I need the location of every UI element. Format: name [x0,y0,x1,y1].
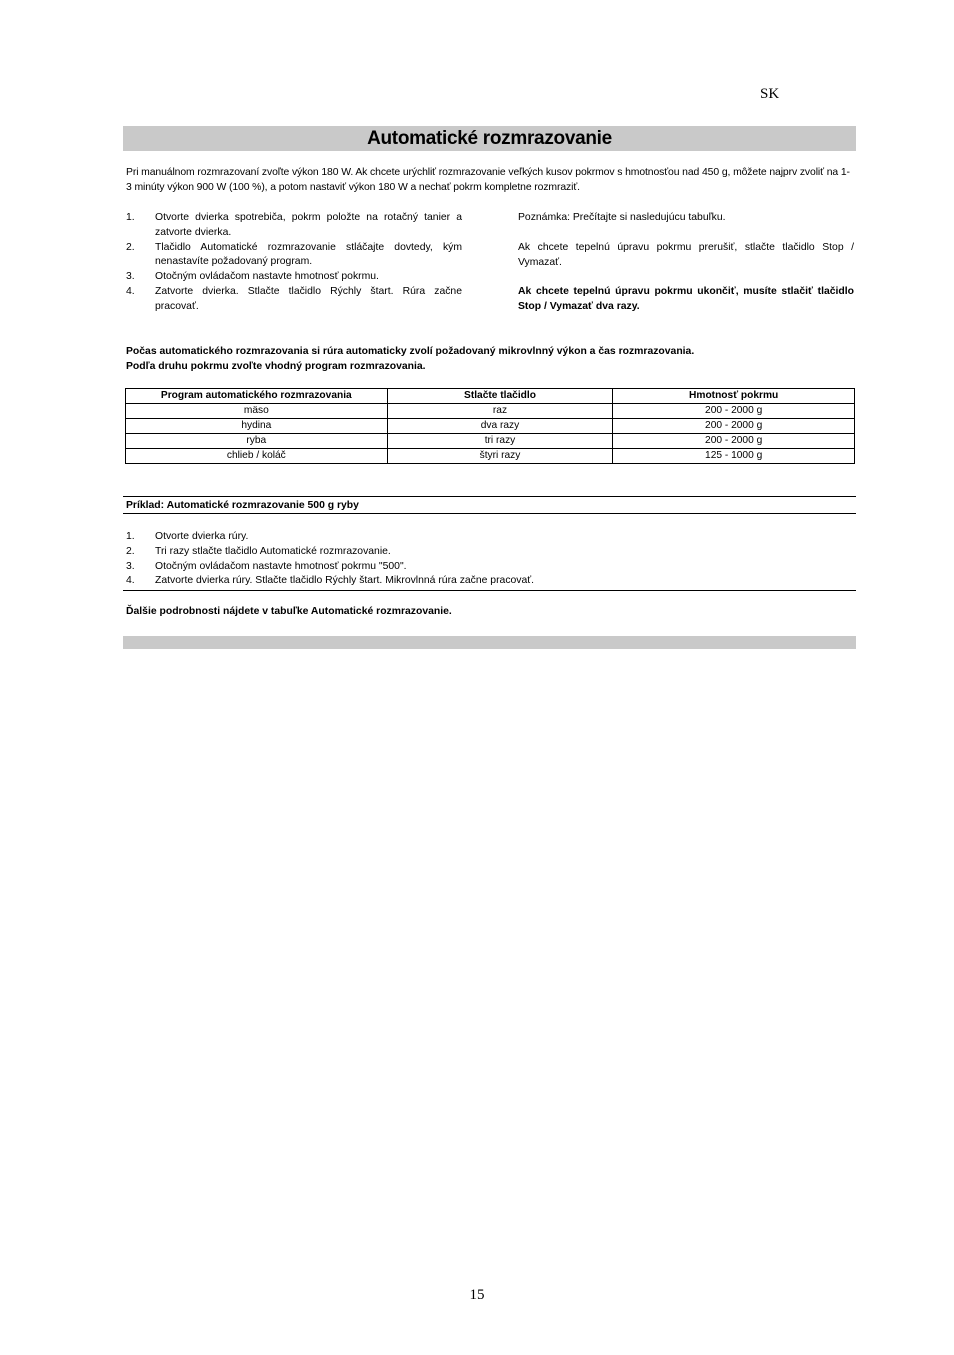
step-text: Zatvorte dvierka. Stlačte tlačidlo Rýchly štart. Rúra začne pracovať. [155,285,462,312]
table-row [126,419,855,434]
table-header-row [126,389,855,404]
step-number: 4. [126,575,135,587]
bottom-divider-bar [123,636,856,649]
more-info-note: Ďalšie podrobnosti nájdete v tabuľke Automatické rozmrazovanie. [126,606,452,617]
step-number: 3. [126,271,135,283]
table-cell: tri razy [387,434,613,449]
table-cell: 200 - 2000 g [613,419,855,434]
note-read-table: Poznámka: Prečítajte si nasledujúcu tabuľku. [518,212,726,223]
info-line: Počas automatického rozmrazovania si rúra automaticky zvolí požadovaný mikrovlnný výkon a čas rozmrazovania. [126,346,695,357]
note-finish: Ak chcete tepelnú úpravu pokrmu ukončiť, musíte stlačiť tlačidlo Stop / Vymazať dva razy. [518,286,854,313]
page-title: Automatické rozmrazovanie [123,126,856,151]
step-text: Tri razy stlačte tlačidlo Automatické rozmrazovanie. [155,545,391,557]
step-text: Otočným ovládačom nastavte hmotnosť pokrmu "500". [155,560,407,572]
table-cell: dva razy [387,419,613,434]
table-cell: 200 - 2000 g [613,404,855,419]
table-cell: 125 - 1000 g [613,449,855,464]
step-number: 4. [126,285,135,297]
language-code: SK [760,86,780,102]
step-number: 3. [126,560,135,572]
step-item [126,211,462,241]
step-text: Zatvorte dvierka rúry. Stlačte tlačidlo Rýchly štart. Mikrovlnná rúra začne pracovať. [155,575,535,587]
table-row [126,434,855,449]
example-step [126,530,854,545]
steps-list [126,211,462,315]
step-number: 1. [126,531,135,542]
column-header: Program automatického rozmrazovania [126,389,388,404]
defrost-program-table [125,388,855,464]
table-cell: hydina [126,419,388,434]
table-cell: raz [387,404,613,419]
example-step [126,574,854,589]
step-number: 2. [126,545,135,557]
step-text: Otočným ovládačom nastavte hmotnosť pokrmu. [155,271,379,283]
table-cell: ryba [126,434,388,449]
example-divider [123,590,856,591]
step-text: Otvorte dvierka rúry. [155,531,249,542]
note-interrupt: Ak chcete tepelnú úpravu pokrmu prerušiť, stlačte tlačidlo Stop / Vymazať. [518,241,854,268]
table-cell: chlieb / koláč [126,449,388,464]
example-step [126,560,854,575]
example-heading: Príklad: Automatické rozmrazovanie 500 g ryby [123,496,856,514]
step-number: 2. [126,241,135,253]
step-text: Tlačidlo Automatické rozmrazovanie stláčajte dovtedy, kým nenastavíte požadovaný program. [155,241,462,268]
column-header: Hmotnosť pokrmu [613,389,855,404]
example-step [126,545,854,560]
table-cell: 200 - 2000 g [613,434,855,449]
step-text: Otvorte dvierka spotrebiča, pokrm položte na rotačný tanier a zatvorte dvierka. [155,212,462,238]
info-line: Podľa druhu pokrmu zvoľte vhodný program rozmrazovania. [126,361,426,372]
table-cell: štyri razy [387,449,613,464]
page-number: 15 [469,1287,485,1303]
step-number: 1. [126,212,135,223]
notes-column [518,211,854,315]
step-item [126,270,462,285]
step-item [126,241,462,271]
auto-defrost-info [126,344,854,374]
intro-paragraph: Pri manuálnom rozmrazovaní zvoľte výkon 180 W. Ak chcete urýchliť rozmrazovanie veľkých kusov pokrmov s hmotnosťou nad 450 g, môžete najprv zvoliť na 1-3 minúty výkon 900 W (100 %), a potom nastaviť výkon 180 W a nechať pokrm kompletne rozmraziť. [126,167,850,193]
example-steps-list [126,530,854,589]
step-item [126,285,462,315]
table-cell: mäso [126,404,388,419]
column-header: Stlačte tlačidlo [387,389,613,404]
table-row [126,404,855,419]
table-row [126,449,855,464]
